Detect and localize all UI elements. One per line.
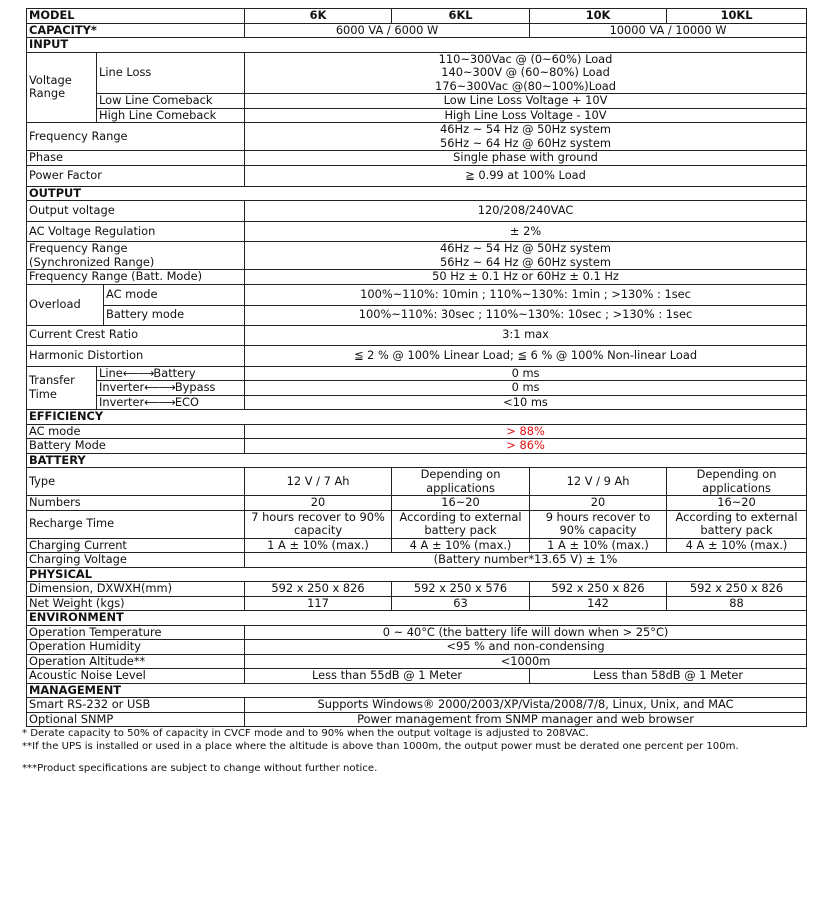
weight-label: Net Weight (kgs) xyxy=(27,596,245,611)
low-line-comeback-row xyxy=(27,94,807,109)
output-voltage-label: Output voltage xyxy=(27,201,245,222)
phase-row xyxy=(27,151,807,166)
double-arrow-icon: ⟵⟶ xyxy=(144,395,175,409)
weight-6k: 117 xyxy=(245,596,392,611)
battery-numbers-10kl: 16~20 xyxy=(667,496,807,511)
sync-frequency-value xyxy=(245,242,807,270)
battery-type-10kl: Depending on applications xyxy=(667,468,807,496)
sync-frequency-value-line: 46Hz ~ 54 Hz @ 50Hz system xyxy=(440,241,612,255)
power-factor-value: ≧ 0.99 at 100% Load xyxy=(245,165,807,186)
dimension-row xyxy=(27,582,807,597)
input-section xyxy=(27,38,807,53)
transfer-mode xyxy=(97,395,245,410)
weight-10k: 142 xyxy=(530,596,667,611)
frequency-line: 46Hz ~ 54 Hz @ 50Hz system xyxy=(440,122,612,136)
efficiency-ac-row xyxy=(27,424,807,439)
overload-battery-label: Battery mode xyxy=(104,305,245,325)
model-6kl: 6KL xyxy=(392,9,530,24)
frequency-range-value xyxy=(245,123,807,151)
efficiency-ac-label: AC mode xyxy=(27,424,245,439)
phase-value: Single phase with ground xyxy=(245,151,807,166)
noise-label: Acoustic Noise Level xyxy=(27,669,245,684)
charging-current-row xyxy=(27,538,807,553)
smart-value: Supports Windows® 2000/2003/XP/Vista/2008/7/8, Linux, Unix, and MAC xyxy=(245,698,807,713)
model-10k: 10K xyxy=(530,9,667,24)
battery-type-10k: 12 V / 9 Ah xyxy=(530,468,667,496)
transfer-mode xyxy=(97,381,245,396)
crest-ratio-label: Current Crest Ratio xyxy=(27,325,245,345)
op-altitude-row xyxy=(27,654,807,669)
low-line-comeback-value: Low Line Loss Voltage + 10V xyxy=(245,94,807,109)
dimension-6kl: 592 x 250 x 576 xyxy=(392,582,530,597)
high-line-comeback-label: High Line Comeback xyxy=(97,108,245,123)
battery-type-label: Type xyxy=(27,468,245,496)
charging-current-label: Charging Current xyxy=(27,538,245,553)
op-temp-label: Operation Temperature xyxy=(27,625,245,640)
physical-section xyxy=(27,567,807,582)
battery-numbers-6k: 20 xyxy=(245,496,392,511)
environment-section xyxy=(27,611,807,626)
line-loss-value xyxy=(245,52,807,94)
weight-row xyxy=(27,596,807,611)
transfer-value: 0 ms xyxy=(245,366,807,381)
transfer-to: Battery xyxy=(153,366,196,380)
batt-frequency-value: 50 Hz ± 0.1 Hz or 60Hz ± 0.1 Hz xyxy=(245,270,807,285)
section-title: ENVIRONMENT xyxy=(27,611,807,626)
transfer-value: <10 ms xyxy=(245,395,807,410)
efficiency-ac-value: > 88% xyxy=(245,424,807,439)
transfer-inverter-bypass-row xyxy=(27,381,807,396)
footnote: **If the UPS is installed or used in a place where the altitude is above than 1000m, the output power must be derated one percent per 100m. xyxy=(22,740,739,752)
op-altitude-label: Operation Altitude** xyxy=(27,654,245,669)
noise-10k: Less than 58dB @ 1 Meter xyxy=(530,669,807,684)
overload-ac-label: AC mode xyxy=(104,284,245,305)
high-line-comeback-value: High Line Loss Voltage - 10V xyxy=(245,108,807,123)
section-title: MANAGEMENT xyxy=(27,683,807,698)
op-altitude-value: <1000m xyxy=(245,654,807,669)
double-arrow-icon: ⟵⟶ xyxy=(144,380,175,394)
capacity-10k: 10000 VA / 10000 W xyxy=(530,23,807,38)
charging-voltage-value: (Battery number*13.65 V) ± 1% xyxy=(245,553,807,568)
op-temp-value: 0 ~ 40°C (the battery life will down when > 25°C) xyxy=(245,625,807,640)
power-factor-row xyxy=(27,165,807,186)
input-frequency-row xyxy=(27,123,807,151)
harmonic-value: ≦ 2 % @ 100% Linear Load; ≦ 6 % @ 100% Non-linear Load xyxy=(245,345,807,366)
transfer-to: ECO xyxy=(174,395,199,409)
sync-frequency-line: Frequency Range xyxy=(29,241,128,255)
charging-current-10k: 1 A ± 10% (max.) xyxy=(530,538,667,553)
section-title: EFFICIENCY xyxy=(27,410,807,425)
management-section xyxy=(27,683,807,698)
sync-frequency-row xyxy=(27,242,807,270)
ac-regulation-label: AC Voltage Regulation xyxy=(27,222,245,242)
spec-table xyxy=(26,8,807,727)
dimension-6k: 592 x 250 x 826 xyxy=(245,582,392,597)
overload-label: Overload xyxy=(27,284,104,325)
charging-current-6kl: 4 A ± 10% (max.) xyxy=(392,538,530,553)
transfer-from: Inverter xyxy=(99,380,145,394)
output-voltage-value: 120/208/240VAC xyxy=(245,201,807,222)
smart-row xyxy=(27,698,807,713)
transfer-time-label: Transfer Time xyxy=(27,366,97,410)
power-factor-label: Power Factor xyxy=(27,165,245,186)
phase-label: Phase xyxy=(27,151,245,166)
dimension-label: Dimension, DXWXH(mm) xyxy=(27,582,245,597)
snmp-row xyxy=(27,712,807,727)
battery-type-row xyxy=(27,468,807,496)
op-humidity-row xyxy=(27,640,807,655)
line-loss-row xyxy=(27,52,807,94)
sync-frequency-value-line: 56Hz ~ 64 Hz @ 60Hz system xyxy=(440,254,612,269)
harmonic-label: Harmonic Distortion xyxy=(27,345,245,366)
noise-6k: Less than 55dB @ 1 Meter xyxy=(245,669,530,684)
battery-type-6k: 12 V / 7 Ah xyxy=(245,468,392,496)
double-arrow-icon: ⟵⟶ xyxy=(122,366,154,380)
spec-sheet xyxy=(22,8,806,776)
efficiency-battery-label: Battery Mode xyxy=(27,439,245,454)
efficiency-battery-value: > 86% xyxy=(245,439,807,454)
battery-numbers-label: Numbers xyxy=(27,496,245,511)
battery-numbers-10k: 20 xyxy=(530,496,667,511)
snmp-label: Optional SNMP xyxy=(27,712,245,727)
battery-numbers-6kl: 16~20 xyxy=(392,496,530,511)
sync-frequency-line: (Synchronized Range) xyxy=(29,254,155,269)
op-humidity-label: Operation Humidity xyxy=(27,640,245,655)
dimension-10kl: 592 x 250 x 826 xyxy=(667,582,807,597)
batt-frequency-row xyxy=(27,270,807,285)
transfer-to: Bypass xyxy=(174,380,216,394)
recharge-row xyxy=(27,510,807,538)
transfer-mode xyxy=(97,366,245,381)
recharge-10k: 9 hours recover to 90% capacity xyxy=(530,510,667,538)
ac-regulation-value: ± 2% xyxy=(245,222,807,242)
capacity-row xyxy=(27,23,807,38)
low-line-comeback-label: Low Line Comeback xyxy=(97,94,245,109)
overload-battery-value: 100%~110%: 30sec ; 110%~130%: 10sec ; >130% : 1sec xyxy=(245,305,807,325)
footnote: * Derate capacity to 50% of capacity in CVCF mode and to 90% when the output voltage is adjusted to 208VAC. xyxy=(22,728,589,739)
sync-frequency-label xyxy=(27,242,245,270)
op-temp-row xyxy=(27,625,807,640)
efficiency-section xyxy=(27,410,807,425)
line-loss-line: 140~300V @ (60~80%) Load xyxy=(441,65,610,79)
capacity-6k: 6000 VA / 6000 W xyxy=(245,23,530,38)
weight-10kl: 88 xyxy=(667,596,807,611)
voltage-range-label: Voltage Range xyxy=(27,52,97,123)
output-voltage-row xyxy=(27,201,807,222)
transfer-from: Line xyxy=(99,366,123,380)
noise-row xyxy=(27,669,807,684)
battery-type-6kl: Depending on applications xyxy=(392,468,530,496)
charging-voltage-row xyxy=(27,553,807,568)
crest-ratio-value: 3:1 max xyxy=(245,325,807,345)
section-title: OUTPUT xyxy=(27,186,807,201)
footnotes xyxy=(22,728,806,776)
section-title: BATTERY xyxy=(27,453,807,468)
recharge-10kl: According to external battery pack xyxy=(667,510,807,538)
recharge-6kl: According to external battery pack xyxy=(392,510,530,538)
overload-ac-row xyxy=(27,284,807,305)
recharge-label: Recharge Time xyxy=(27,510,245,538)
efficiency-battery-row xyxy=(27,439,807,454)
harmonic-row xyxy=(27,345,807,366)
charging-current-10kl: 4 A ± 10% (max.) xyxy=(667,538,807,553)
line-loss-line: 176~300Vac @(80~100%)Load xyxy=(435,78,617,93)
capacity-label: CAPACITY* xyxy=(27,23,245,38)
model-10kl: 10KL xyxy=(667,9,807,24)
overload-battery-row xyxy=(27,305,807,325)
smart-label: Smart RS-232 or USB xyxy=(27,698,245,713)
footnote: ***Product specifications are subject to change without further notice. xyxy=(22,763,378,774)
section-title: INPUT xyxy=(27,38,807,53)
frequency-range-label: Frequency Range xyxy=(27,123,245,151)
recharge-6k: 7 hours recover to 90% capacity xyxy=(245,510,392,538)
snmp-value: Power management from SNMP manager and web browser xyxy=(245,712,807,727)
section-title: PHYSICAL xyxy=(27,567,807,582)
dimension-10k: 592 x 250 x 826 xyxy=(530,582,667,597)
line-loss-label: Line Loss xyxy=(97,52,245,94)
high-line-comeback-row xyxy=(27,108,807,123)
battery-section xyxy=(27,453,807,468)
overload-ac-value: 100%~110%: 10min ; 110%~130%: 1min ; >130% : 1sec xyxy=(245,284,807,305)
charging-current-6k: 1 A ± 10% (max.) xyxy=(245,538,392,553)
model-label: MODEL xyxy=(27,9,245,24)
output-section xyxy=(27,186,807,201)
transfer-from: Inverter xyxy=(99,395,145,409)
model-row xyxy=(27,9,807,24)
weight-6kl: 63 xyxy=(392,596,530,611)
line-loss-line: 110~300Vac @ (0~60%) Load xyxy=(438,52,613,66)
batt-frequency-label: Frequency Range (Batt. Mode) xyxy=(27,270,245,285)
ac-regulation-row xyxy=(27,222,807,242)
frequency-line: 56Hz ~ 64 Hz @ 60Hz system xyxy=(440,135,612,150)
transfer-line-battery-row xyxy=(27,366,807,381)
crest-ratio-row xyxy=(27,325,807,345)
transfer-value: 0 ms xyxy=(245,381,807,396)
op-humidity-value: <95 % and non-condensing xyxy=(245,640,807,655)
transfer-inverter-eco-row xyxy=(27,395,807,410)
charging-voltage-label: Charging Voltage xyxy=(27,553,245,568)
battery-numbers-row xyxy=(27,496,807,511)
model-6k: 6K xyxy=(245,9,392,24)
